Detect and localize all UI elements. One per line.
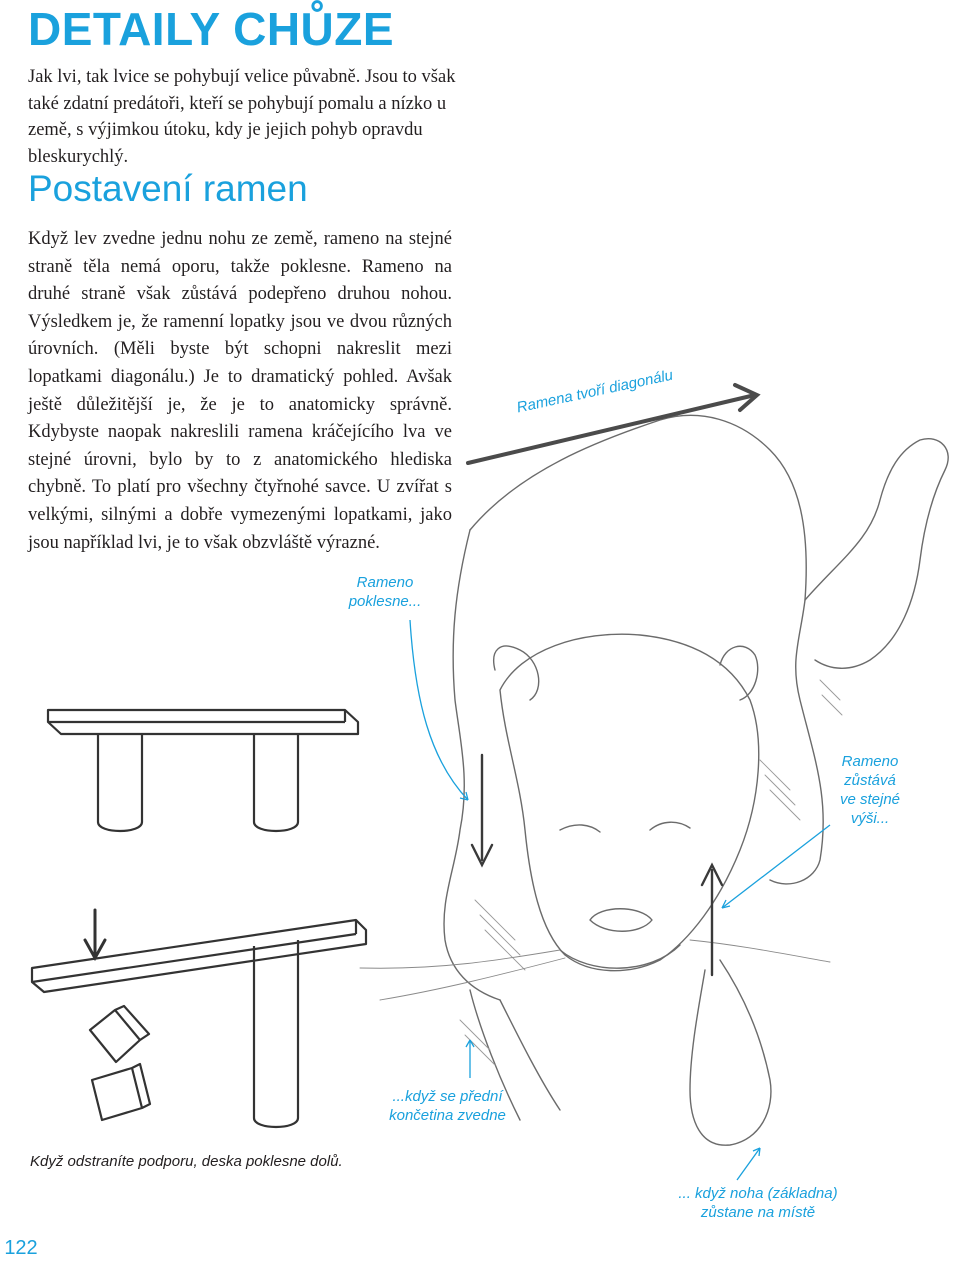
caption-shoulder-drops — [330, 573, 440, 611]
caption-foot-stays-line2: zůstane na místě — [700, 1204, 816, 1221]
table-leg-right-tilted — [254, 940, 298, 1127]
lioness-shading — [460, 680, 842, 1065]
caption-shoulder-stays-line2: zůstává — [844, 772, 896, 789]
section-body: Když lev zvedne jednu nohu ze země, rameno na stejné straně těla nemá oporu, takže poklesne. Rameno na druhé straně však zůstává podepřeno druhou nohou. Výsledkem je, že ramenní lopatky jsou ve dvou různých úrovních. (Měli byste být schopni nakreslit mezi lopatkami diagonálu.) Je to dramatický pohled. Avšak ještě důležitější je, že je to anatomicky správně. Kdybyste naopak nakreslili ramena kráčejícího lva ve stejné úrovni, bylo by to z anatomického hlediska chybně. To platí pro všechny čtyřnohé savce. U zvířat s velkými, silnými a dobře vymezenými lopatkami, jako jsou například lvi, je to však obzvláště výrazné. — [28, 229, 452, 553]
table-leg-right-stable — [254, 734, 298, 831]
lioness-whiskers — [360, 940, 830, 1000]
table-diagram-stable — [48, 710, 358, 831]
caption-leg-lifts — [375, 1087, 520, 1125]
leg-up-arrow — [702, 865, 722, 975]
caption-shoulder-drops-line1: Rameno — [356, 574, 414, 591]
caption-foot-stays — [668, 1184, 848, 1222]
caption-shoulder-stays — [820, 752, 920, 828]
fallen-block-2 — [92, 1064, 150, 1120]
lioness-tail — [805, 439, 948, 669]
caption-leg-lifts-line1: ...když se přední — [392, 1088, 503, 1105]
table-leg-left-stable — [98, 734, 142, 831]
caption-shoulder-stays-line1: Rameno — [841, 753, 899, 770]
caption-shoulder-drops-line2: poklesne... — [348, 593, 422, 610]
section-heading: Postavení ramen — [28, 168, 308, 209]
shoulder-down-arrow — [472, 755, 492, 865]
page-title: DETAILY CHŮZE — [28, 3, 395, 55]
fallen-block-1 — [90, 1006, 149, 1062]
caption-shoulder-stays-line4: výši... — [850, 810, 890, 827]
caption-table: Když odstraníte podporu, deska poklesne dolů. — [30, 1153, 343, 1170]
page-number: 122 — [4, 1237, 38, 1259]
lioness-right-ear — [720, 646, 758, 700]
caption-foot-stays-line1: ... když noha (základna) — [678, 1185, 838, 1202]
caption-shoulder-stays-line3: ve stejné — [839, 791, 901, 808]
lioness-muzzle — [560, 945, 680, 968]
table-diagram-tilted — [32, 920, 366, 1127]
lioness-nose — [590, 909, 652, 932]
caption-leg-lifts-line2: končetina zvedne — [389, 1107, 506, 1124]
lioness-body-left — [444, 530, 500, 1000]
table-top-tilted — [32, 920, 366, 992]
intro-paragraph: Jak lvi, tak lvice se pohybují velice půvabně. Jsou to však také zdatní predátoři, kteří se pohybují pomalu a nízko u země, s výjimkou útoku, kdy je jejich pohyb opravdu bleskurychlý. — [28, 67, 456, 167]
lioness-eyes — [560, 822, 690, 832]
caption-diagonal: Ramena tvoří diagonálu — [515, 366, 675, 417]
table-down-arrow — [85, 910, 105, 958]
lioness-raised-leg — [690, 960, 771, 1145]
